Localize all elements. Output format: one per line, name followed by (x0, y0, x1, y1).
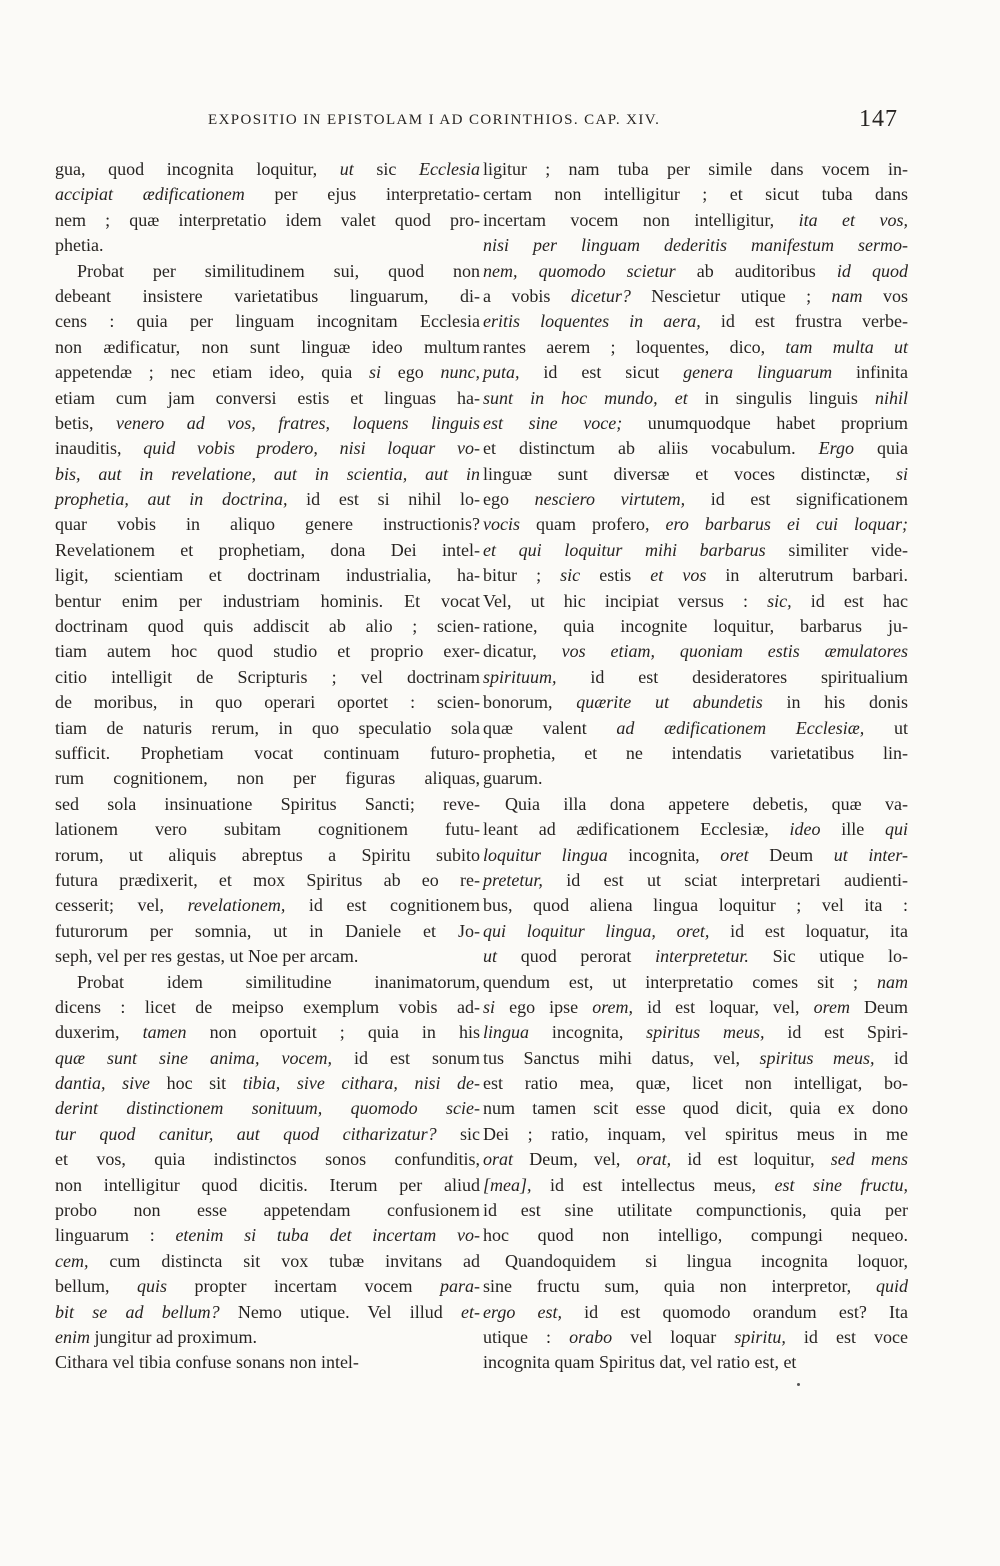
italic-text: si (368, 362, 381, 383)
text-line (483, 843, 908, 868)
text-segment: debeant insistere varietatibus linguarum, di- (55, 285, 480, 306)
text-segment: rantes aerem ; loquentes, dico, (483, 336, 786, 357)
italic-text: nesciero virtutem, (534, 489, 686, 510)
text-line (55, 208, 480, 233)
italic-text: enim (55, 1326, 90, 1347)
text-segment: sufficit. Prophetiam vocat continuam futuro- (55, 742, 480, 763)
text-segment: id est sonum (331, 1047, 480, 1068)
text-segment: cens : quia per linguam incognitam Ecclesia (55, 311, 480, 332)
running-title: EXPOSITIO IN EPISTOLAM I AD CORINTHIOS. CAP. XIV. (208, 112, 661, 128)
text-segment: tus Sanctus mihi datus, vel, (483, 1047, 760, 1068)
text-segment: estis (580, 565, 651, 586)
italic-text: lingua (483, 1022, 530, 1043)
text-segment: guarum. (483, 768, 543, 789)
text-segment: inauditis, (55, 438, 144, 459)
text-line (483, 893, 908, 918)
text-segment: jungitur ad proximum. (90, 1326, 257, 1347)
italic-text: nihil (874, 387, 908, 408)
text-line (483, 919, 908, 944)
text-line (483, 1096, 908, 1121)
italic-text: bit se ad bellum? (55, 1301, 220, 1322)
right-column (483, 157, 908, 1376)
text-line (55, 1350, 480, 1375)
text-line (483, 1274, 908, 1299)
italic-text: accipiat ædificationem (55, 184, 245, 205)
italic-text: puta, (483, 362, 520, 383)
text-segment: Cithara vel tibia confuse sonans non intel- (55, 1352, 359, 1373)
italic-text: tur quod canitur, aut quod citharizatur? (55, 1123, 437, 1144)
text-segment: id est desideratores spiritualium (556, 666, 908, 687)
text-line (483, 995, 908, 1020)
italic-text: ut (483, 946, 498, 967)
text-line (483, 233, 908, 258)
text-line (55, 411, 480, 436)
text-line (483, 563, 908, 588)
italic-text: orat, (636, 1149, 672, 1170)
text-segment: non oportuit ; quia in his (186, 1022, 480, 1043)
text-line (483, 1020, 908, 1045)
text-segment: id est si nihil lo- (287, 489, 480, 510)
text-segment: hoc sit (150, 1073, 243, 1094)
italic-text: venero ad vos, fratres, loquens linguis (115, 412, 481, 433)
text-segment: Probat idem similitudine inanimatorum, (77, 971, 480, 992)
italic-text: dicetur? (570, 285, 631, 306)
text-line (483, 360, 908, 385)
text-segment: id est significationem (685, 489, 909, 510)
text-segment: sine fructu sum, quia non interpretor, (483, 1276, 876, 1297)
text-segment: tiam de naturis rerum, in quo speculatio sola (55, 717, 480, 738)
text-line (55, 1020, 480, 1045)
text-line (483, 538, 908, 563)
text-segment: ille (820, 819, 885, 840)
text-line (483, 690, 908, 715)
text-line (483, 1249, 908, 1274)
italic-text: prophetia, aut in doctrina, (55, 489, 288, 510)
text-line (483, 970, 908, 995)
italic-text: orat (483, 1149, 514, 1170)
text-segment: etiam cum jam conversi estis et linguas ha- (55, 387, 480, 408)
text-segment: ut (864, 717, 908, 738)
text-segment: rorum, ut aliquis abreptus a Spiritu subito (55, 844, 480, 865)
italic-text: spiritu, (734, 1326, 786, 1347)
italic-text: nem, quomodo scietur (483, 260, 676, 281)
text-line (483, 944, 908, 969)
text-segment: id est loquitur, (671, 1149, 831, 1170)
italic-text: [mea], (483, 1174, 532, 1195)
text-segment: num tamen scit esse quod dicit, quia ex dono (483, 1098, 908, 1119)
italic-text: tibia, sive cithara, nisi de- (242, 1073, 480, 1094)
text-segment: non intelligitur quod dicitis. Iterum per aliud (55, 1174, 480, 1195)
text-segment: quod perorat (497, 946, 656, 967)
italic-text: interpretetur. (655, 946, 749, 967)
text-line (483, 817, 908, 842)
text-segment: prophetia, et ne intendatis varietatibus lin- (483, 742, 908, 763)
text-segment: non ædificatur, non sunt linguæ ideo multum (55, 336, 480, 357)
italic-text: est sine fructu, (774, 1174, 908, 1195)
text-line (483, 665, 908, 690)
italic-text: dantia, sive (55, 1073, 151, 1094)
text-segment: sic (353, 159, 420, 179)
italic-text: quid vobis prodero, nisi loquar vo- (143, 438, 481, 459)
text-line (55, 792, 480, 817)
text-line (55, 182, 480, 207)
italic-text: spiritus meus, (646, 1022, 765, 1043)
text-line (483, 741, 908, 766)
text-segment: leant ad ædificationem Ecclesiæ, (483, 819, 790, 840)
italic-text: ita et vos, (798, 209, 908, 230)
italic-text: nisi per linguam dederitis manifestum sermo- (483, 235, 908, 256)
text-line (483, 1325, 908, 1350)
italic-text: tam multa ut (785, 336, 908, 357)
text-line (483, 1122, 908, 1147)
text-segment: Quandoquidem si lingua incognita loquor, (505, 1250, 908, 1271)
text-line (55, 233, 480, 258)
text-line (55, 1325, 480, 1350)
italic-text: ad ædificationem Ecclesiæ, (616, 717, 865, 738)
text-segment: Deum, vel, (513, 1149, 637, 1170)
italic-text: eritis loquentes in aera, (483, 311, 701, 332)
italic-text: spiritus meus, (759, 1047, 875, 1068)
text-segment: cum distincta sit vox tubæ invitans ad (88, 1250, 480, 1271)
text-segment: seph, vel per res gestas, ut Noe per arcam. (55, 946, 359, 967)
italic-text: quid (875, 1276, 908, 1297)
text-segment: linguæ sunt diversæ et voces distinctæ, (483, 463, 896, 484)
text-segment: ego ipse (495, 996, 593, 1017)
text-segment: quia (853, 438, 908, 459)
italic-text: ero barbarus ei cui loquar; (665, 514, 908, 535)
text-segment: in singulis linguis (687, 387, 875, 408)
text-line (55, 462, 480, 487)
text-segment: Dei ; ratio, inquam, vel spiritus meus in me (483, 1123, 908, 1144)
italic-text: oret (720, 844, 749, 865)
text-line (55, 563, 480, 588)
text-line (55, 1071, 480, 1096)
text-segment: Deum (849, 996, 909, 1017)
text-line (483, 335, 908, 360)
italic-text: nam (831, 285, 863, 306)
left-column (55, 157, 480, 1376)
italic-text: Ergo (818, 438, 854, 459)
italic-text: revelationem, (187, 895, 286, 916)
italic-text: sic (560, 565, 581, 586)
text-segment: incognita quam Spiritus dat, vel ratio est, et (483, 1352, 797, 1373)
italic-text: bis, aut in revelatione, aut in scientia, aut in (55, 463, 480, 484)
text-line (55, 1198, 480, 1223)
text-segment: id est sine utilitate compunctionis, quia per (483, 1200, 908, 1221)
text-line (55, 386, 480, 411)
text-segment: hoc quod non intelligo, compungi nequeo. (483, 1225, 908, 1246)
text-segment: id est intellectus meus, (531, 1174, 775, 1195)
text-line (55, 1249, 480, 1274)
italic-text: id quod (836, 260, 908, 281)
text-line (55, 436, 480, 461)
text-line (55, 614, 480, 639)
text-segment: in his donis (762, 692, 909, 713)
text-line (483, 462, 908, 487)
text-line (483, 614, 908, 639)
italic-text: ergo est, (483, 1301, 562, 1322)
italic-text: derint distinctionem sonituum, quomodo scie- (55, 1098, 480, 1119)
text-segment: lationem vero subitam cognitionem futu- (55, 819, 480, 840)
text-segment: bonorum, (483, 692, 577, 713)
page-number: 147 (859, 106, 898, 132)
text-line (55, 309, 480, 334)
text-segment: sic (436, 1123, 481, 1144)
text-line (483, 411, 908, 436)
text-segment: Deum (748, 844, 834, 865)
text-segment: bitur ; (483, 565, 561, 586)
running-head (60, 106, 900, 146)
text-line (55, 157, 480, 182)
text-line (55, 919, 480, 944)
text-segment: id est sicut (519, 362, 684, 383)
text-segment: ego (483, 489, 535, 510)
text-line (483, 1198, 908, 1223)
italic-text: orabo (569, 1326, 613, 1347)
text-line (483, 1300, 908, 1325)
ink-speck (797, 1383, 800, 1386)
text-line (55, 259, 480, 284)
italic-text: quæ sunt sine anima, vocem, (55, 1047, 332, 1068)
text-line (55, 639, 480, 664)
text-segment: id (874, 1047, 908, 1068)
italic-text: para- (440, 1276, 480, 1297)
text-line (55, 284, 480, 309)
text-segment: linguarum : (55, 1225, 176, 1246)
italic-text: orem (813, 996, 850, 1017)
italic-text: est sine voce; (483, 412, 623, 433)
text-line (55, 512, 480, 537)
italic-text: ideo (789, 819, 821, 840)
italic-text: si (895, 463, 908, 484)
text-segment: de moribus, in quo operari oportet : scien- (55, 692, 480, 713)
italic-text: spirituum, (483, 666, 557, 687)
italic-text: vos etiam, quoniam estis æmulatores (561, 641, 908, 662)
text-line (55, 843, 480, 868)
text-segment: appetendæ ; nec etiam ideo, quia (55, 362, 369, 383)
text-segment: quar vobis in aliquo genere instructionis? (55, 514, 480, 535)
italic-text: orem, (592, 996, 634, 1017)
italic-text: cem, (55, 1250, 89, 1271)
text-segment: a vobis (483, 285, 571, 306)
italic-text: et vos (650, 565, 707, 586)
text-segment: Nescietur utique ; (630, 285, 832, 306)
text-segment: Nemo utique. Vel illud (219, 1301, 462, 1322)
text-segment: quendum est, ut interpretatio comes sit ; (483, 971, 877, 992)
text-line (55, 589, 480, 614)
text-line (483, 182, 908, 207)
text-segment: Revelationem et prophetiam, dona Dei intel- (55, 539, 480, 560)
text-line (55, 335, 480, 360)
italic-text: pretetur, (483, 869, 543, 890)
text-segment: id est cognitionem (285, 895, 481, 916)
italic-text: si (483, 996, 496, 1017)
text-line (55, 1046, 480, 1071)
text-segment: id est frustra verbe- (700, 311, 908, 332)
text-segment: betis, (55, 412, 116, 433)
text-line (483, 766, 908, 791)
text-line (483, 792, 908, 817)
text-line (55, 1096, 480, 1121)
text-line (483, 1071, 908, 1096)
text-line (483, 1147, 908, 1172)
italic-text: nunc, (440, 362, 480, 383)
text-line (55, 1274, 480, 1299)
text-line (55, 766, 480, 791)
italic-text: nam (877, 971, 908, 992)
text-segment: dicens : licet de meipso exemplum vobis ad- (55, 996, 480, 1017)
text-line (483, 386, 908, 411)
text-segment: probo non esse appetendam confusionem (55, 1200, 480, 1221)
text-segment: ab auditoribus (675, 260, 837, 281)
text-segment: rum cognitionem, non per figuras aliquas, (55, 768, 480, 789)
text-line (55, 1122, 480, 1147)
italic-text: etenim si tuba det incertam vo- (175, 1225, 480, 1246)
text-line (55, 944, 480, 969)
text-line (55, 1223, 480, 1248)
text-segment: phetia. (55, 235, 104, 256)
text-line (483, 284, 908, 309)
text-segment: id est loquatur, ita (709, 920, 908, 941)
text-line (55, 665, 480, 690)
text-segment: id est voce (785, 1326, 908, 1347)
italic-text: qui loquitur lingua, oret, (483, 920, 710, 941)
text-line (483, 487, 908, 512)
text-segment: propter incertam vocem (167, 1276, 440, 1297)
text-segment: dicatur, (483, 641, 562, 662)
text-segment: Vel, ut hic incipiat versus : (483, 590, 768, 611)
text-segment: vel loquar (612, 1326, 735, 1347)
text-segment: id est Spiri- (764, 1022, 909, 1043)
text-segment: nem ; quæ interpretatio idem valet quod pro- (55, 209, 480, 230)
text-segment: bus, quod aliena lingua loquitur ; vel ita : (483, 895, 908, 916)
text-line (55, 970, 480, 995)
text-segment: id est ut sciat interpretari audienti- (542, 869, 908, 890)
italic-text: sic, (767, 590, 792, 611)
text-segment: Quia illa dona appetere debetis, quæ va- (505, 793, 908, 814)
text-line (483, 512, 908, 537)
text-line (483, 1046, 908, 1071)
text-segment: gua, quod incognita loquitur, (55, 159, 340, 179)
text-segment: id est loquar, vel, (633, 996, 814, 1017)
text-segment: certam non intelligitur ; et sicut tuba dans (483, 184, 908, 205)
text-line (55, 716, 480, 741)
text-segment: ligitur ; nam tuba per simile dans vocem in- (483, 159, 908, 179)
text-segment: cesserit; vel, (55, 895, 188, 916)
text-line (55, 690, 480, 715)
italic-text: Ecclesia (419, 159, 480, 179)
italic-text: quis (137, 1276, 168, 1297)
italic-text: sed mens (830, 1149, 908, 1170)
text-segment: et distinctum ab aliis vocabulum. (483, 438, 819, 459)
text-segment: utique : (483, 1326, 570, 1347)
italic-text: qui (884, 819, 908, 840)
italic-text: genera linguarum (683, 362, 833, 383)
text-segment: vos (862, 285, 908, 306)
text-segment: id est hac (791, 590, 908, 611)
italic-text: ut inter- (833, 844, 909, 865)
text-segment: ratione, quia incognite loquitur, barbarus ju- (483, 616, 908, 637)
text-line (483, 436, 908, 461)
text-line (55, 893, 480, 918)
text-line (55, 360, 480, 385)
text-line (483, 157, 908, 182)
text-segment: quam profero, (519, 514, 666, 535)
text-line (483, 639, 908, 664)
italic-text: loquitur lingua (483, 844, 608, 865)
text-line (483, 868, 908, 893)
text-segment: futurorum per somnia, ut in Daniele et Jo- (55, 920, 480, 941)
text-line (55, 487, 480, 512)
text-line (483, 1173, 908, 1198)
text-segment: ego (380, 362, 441, 383)
text-segment: Probat per similitudinem sui, quod non (77, 260, 480, 281)
text-segment: bentur enim per industriam hominis. Et vocat (55, 590, 480, 611)
text-line (483, 309, 908, 334)
italic-text: et qui loquitur mihi barbarus (483, 539, 766, 560)
text-segment: futura prædixerit, et mox Spiritus ab eo re- (55, 869, 480, 890)
text-line (483, 208, 908, 233)
text-segment: duxerim, (55, 1022, 143, 1043)
text-segment: bellum, (55, 1276, 138, 1297)
text-segment: id est quomodo orandum est? Ita (562, 1301, 908, 1322)
italic-text: ut (339, 159, 354, 179)
text-line (55, 538, 480, 563)
italic-text: quærite ut abundetis (576, 692, 763, 713)
text-line (483, 259, 908, 284)
text-segment: per ejus interpretatio- (244, 184, 480, 205)
text-segment: et vos, quia indistinctos sonos confunditis, (55, 1149, 480, 1170)
text-segment: doctrinam quod quis addiscit ab alio ; scien- (55, 616, 480, 637)
text-segment: ligit, scientiam et doctrinam industrialia, ha- (55, 565, 480, 586)
text-segment: tiam autem hoc quod studio et proprio exer- (55, 641, 480, 662)
italic-text: tamen (142, 1022, 187, 1043)
text-segment: est ratio mea, quæ, licet non intelligat, bo- (483, 1073, 908, 1094)
text-line (55, 741, 480, 766)
text-line (55, 1300, 480, 1325)
text-line (55, 868, 480, 893)
text-line (483, 1223, 908, 1248)
text-segment: quæ valent (483, 717, 617, 738)
text-segment: Sic utique lo- (748, 946, 908, 967)
text-line (55, 995, 480, 1020)
text-line (55, 817, 480, 842)
text-segment: citio intelligit de Scripturis ; vel doctrinam (55, 666, 480, 687)
italic-text: sunt in hoc mundo, et (483, 387, 688, 408)
text-line (483, 589, 908, 614)
text-segment: similiter vide- (765, 539, 908, 560)
italic-text: et- (461, 1301, 480, 1322)
text-line (55, 1147, 480, 1172)
text-line (55, 1173, 480, 1198)
text-segment: unumquodque habet proprium (622, 412, 908, 433)
text-segment: incognita, (529, 1022, 647, 1043)
italic-text: vocis (483, 514, 520, 535)
text-segment: infinita (832, 362, 908, 383)
text-segment: sed sola insinuatione Spiritus Sancti; reve- (55, 793, 480, 814)
text-line (483, 716, 908, 741)
text-segment: incertam vocem non intelligitur, (483, 209, 799, 230)
text-line (483, 1350, 908, 1375)
text-segment: in alterutrum barbari. (706, 565, 908, 586)
text-segment: incognita, (607, 844, 721, 865)
